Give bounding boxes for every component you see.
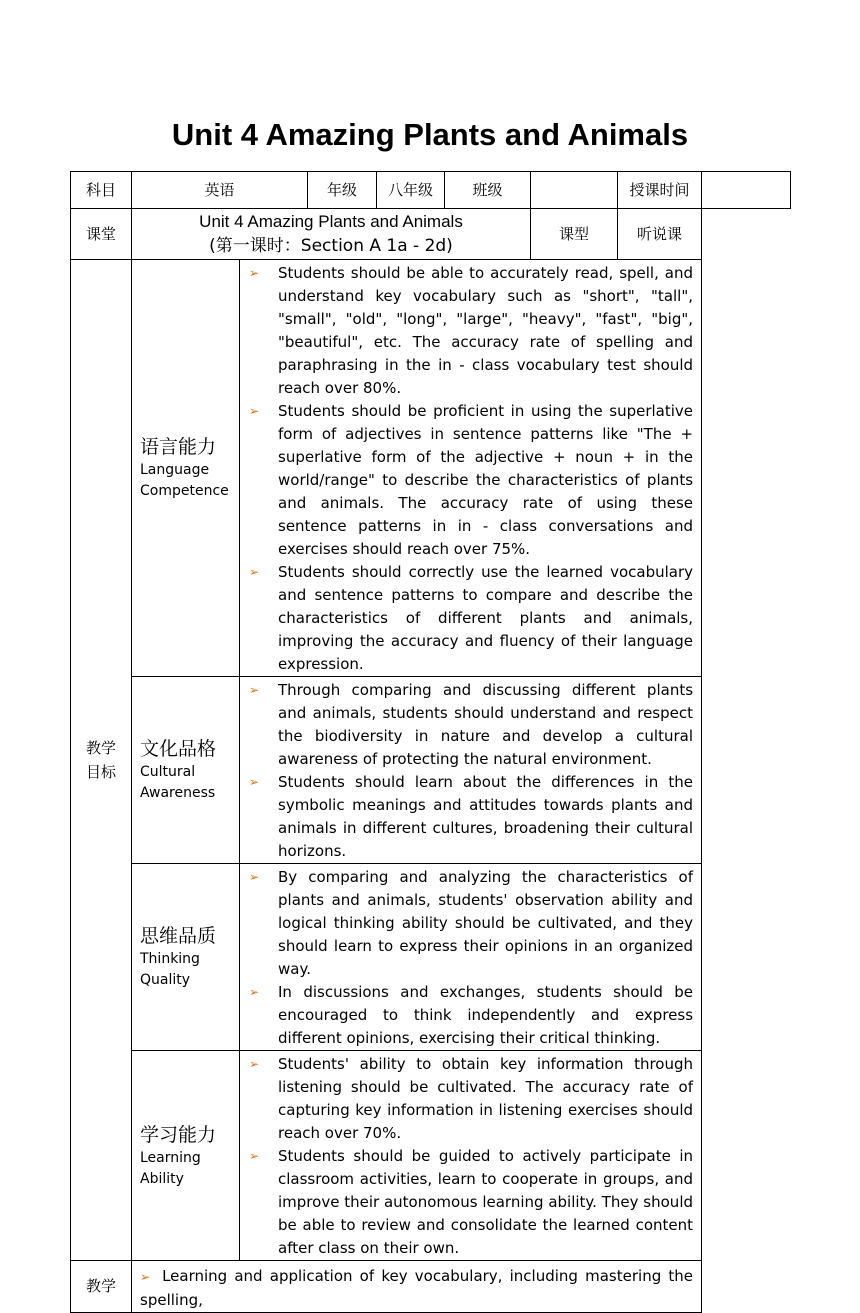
objective-bullets	[240, 1051, 702, 1261]
objective-category-cn: 文化品格	[140, 738, 217, 760]
objective-category-cn: 学习能力	[140, 1123, 217, 1146]
objective-category-en: Learning Ability	[140, 1149, 201, 1187]
bullet-arrow-icon: ➢	[249, 775, 260, 789]
bullet-arrow-icon: ➢	[249, 683, 260, 697]
objectives-label-text: 教学目标	[85, 739, 116, 781]
lesson-title: Unit 4 Amazing Plants and Animals	[199, 212, 463, 231]
bullet-arrow-icon: ➢	[140, 1270, 151, 1284]
bullet-arrow-icon: ➢	[249, 985, 260, 999]
bullet-arrow-icon: ➢	[249, 870, 260, 884]
objective-row-thinking	[71, 864, 791, 1051]
list-item: ➢ Students' ability to obtain key information through listening should be cultivated. The accuracy rate of capturing key information in listening exercises should reach over 70%.	[249, 1055, 694, 1142]
objective-category-en: Language Competence	[140, 462, 229, 499]
objective-category	[132, 864, 240, 1051]
objective-category-en: Cultural Awareness	[140, 764, 216, 801]
bullet-arrow-icon: ➢	[249, 1057, 260, 1071]
bullet-arrow-icon: ➢	[249, 1149, 260, 1163]
objective-bullets	[240, 864, 702, 1051]
objective-bullets	[240, 677, 702, 864]
header-row	[71, 172, 791, 209]
lesson-row	[71, 209, 791, 260]
teaching-label: 教学	[71, 1261, 132, 1313]
grade-label: 年级	[308, 172, 377, 209]
grade-value: 八年级	[377, 172, 445, 209]
bullet-arrow-icon: ➢	[249, 404, 260, 418]
objective-bullets	[240, 260, 702, 677]
list-item: ➢ In discussions and exchanges, students should be encouraged to think independently and express different opinions, exercising their critical thinking.	[249, 983, 694, 1047]
list-item: ➢ Students should be able to accurately read, spell, and understand key vocabulary such as "short", "tall", "small", "old", "long", "large", "heavy", "fast", "big", "beautiful", etc. The accuracy rate of spelling and paraphrasing in the in - class vocabulary test should reach over 80%.	[249, 264, 694, 397]
list-item: ➢ Students should be guided to actively participate in classroom activities, learn to cooperate in groups, and improve their autonomous learning ability. They should be able to review and consolidate the learned content after class on their own.	[249, 1147, 694, 1257]
objective-category-cn: 思维品质	[140, 925, 217, 947]
bullet-arrow-icon: ➢	[249, 266, 260, 280]
teaching-content	[132, 1261, 702, 1313]
teaching-row	[71, 1261, 791, 1313]
type-label: 课型	[531, 209, 618, 260]
lesson-plan-table	[70, 171, 791, 1313]
lesson-label: 课堂	[71, 209, 132, 260]
type-value: 听说课	[618, 209, 702, 260]
lesson-subtitle: (第一课时：Section A 1a - 2d)	[209, 236, 453, 256]
bullet-arrow-icon: ➢	[249, 565, 260, 579]
subject-label: 科目	[71, 172, 132, 209]
objective-row-language	[71, 260, 791, 677]
objective-row-learning	[71, 1051, 791, 1261]
class-value	[531, 172, 618, 209]
objective-category	[132, 677, 240, 864]
subject-value: 英语	[132, 172, 308, 209]
page-title: Unit 4 Amazing Plants and Animals	[171, 117, 689, 152]
time-value	[702, 172, 791, 209]
objective-row-culture	[71, 677, 791, 864]
time-label: 授课时间	[618, 172, 702, 209]
objective-category-en: Thinking Quality	[140, 951, 200, 988]
objective-category	[132, 1051, 240, 1261]
objectives-label	[71, 260, 132, 1261]
list-item: ➢ Students should correctly use the learned vocabulary and sentence patterns to compare and describe the characteristics of different plants and animals, improving the accuracy and fluency of their language expression.	[249, 563, 694, 673]
lesson-title-cell	[132, 209, 531, 260]
objective-category-cn: 语言能力	[140, 436, 217, 458]
teaching-text: Learning and application of key vocabulary, including mastering the spelling,	[140, 1267, 694, 1309]
objective-category	[132, 260, 240, 677]
class-label: 班级	[445, 172, 531, 209]
list-item: ➢ By comparing and analyzing the characteristics of plants and animals, students' observation ability and logical thinking ability should be cultivated, and they should learn to express their opinions in an organized way.	[249, 868, 694, 978]
list-item: ➢ Students should be proficient in using the superlative form of adjectives in sentence patterns like "The + superlative form of the adjective + noun + in the world/range" to describe the characteristics of plants and animals. The accuracy rate of using these sentence patterns in in - class conversations and exercises should reach over 75%.	[249, 402, 694, 558]
list-item: ➢ Students should learn about the differences in the symbolic meanings and attitudes towards plants and animals in different cultures, broadening their cultural horizons.	[249, 773, 694, 860]
list-item: ➢ Through comparing and discussing different plants and animals, students should understand and respect the biodiversity in nature and develop a cultural awareness of protecting the natural environment.	[249, 681, 694, 768]
